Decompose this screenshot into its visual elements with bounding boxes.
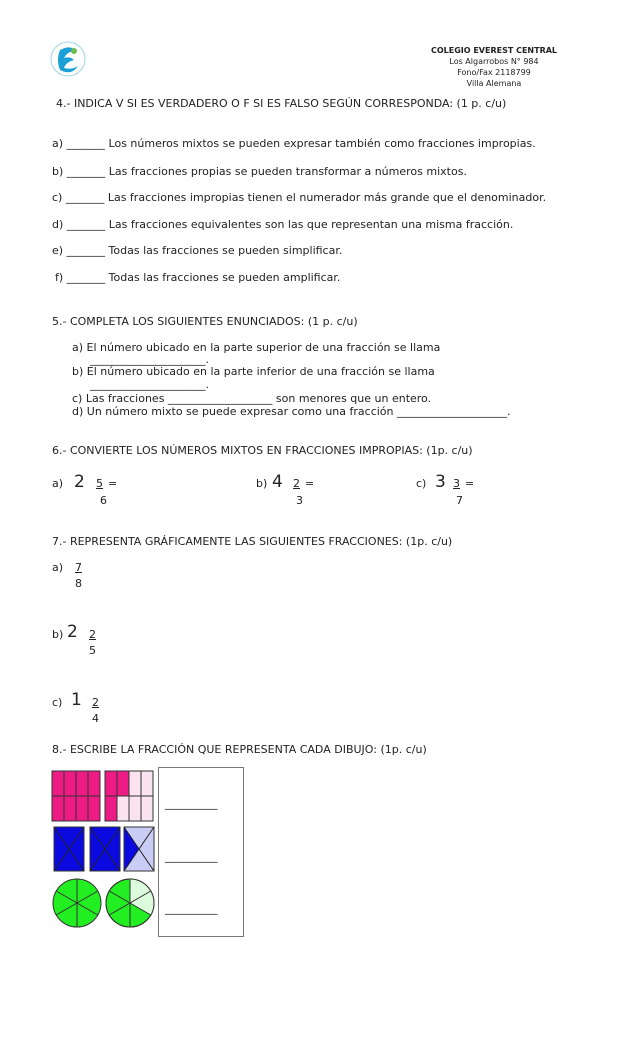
school-header	[414, 45, 574, 89]
section4-item-f: f) _______ Todas las fracciones se pueden amplificar.	[55, 271, 341, 284]
answer-box	[158, 767, 244, 937]
item-label: a)	[52, 477, 64, 490]
numerator: 3	[453, 477, 460, 490]
section5-item-a-blank: _____________________.	[90, 353, 209, 366]
drawings-svg	[50, 768, 156, 930]
answer-line-2[interactable]: __________	[165, 851, 218, 863]
answer-line-1[interactable]: __________	[165, 798, 218, 810]
section5-title: 5.- COMPLETA LOS SIGUIENTES ENUNCIADOS: (1 p. c/u)	[52, 315, 358, 328]
denominator: 4	[92, 712, 99, 725]
whole-number: 2	[67, 622, 78, 642]
square-drawing-2	[90, 827, 120, 871]
section7-title: 7.- REPRESENTA GRÁFICAMENTE LAS SIGUIENTES FRACCIONES: (1p. c/u)	[52, 535, 453, 548]
item-label: a)	[52, 561, 64, 574]
fraction-drawings	[50, 768, 156, 930]
circle-drawing-1	[53, 879, 101, 927]
numerator: 5	[96, 477, 103, 490]
section5-item-c: c) Las fracciones ___________________ son menores que un entero.	[72, 392, 432, 405]
section6-title: 6.- CONVIERTE LOS NÚMEROS MIXTOS EN FRACCIONES IMPROPIAS: (1p. c/u)	[52, 444, 473, 457]
numerator: 2	[89, 628, 96, 641]
whole-number: 1	[71, 690, 82, 710]
square-drawing-3	[124, 827, 154, 871]
denominator: 8	[75, 577, 82, 590]
school-name: COLEGIO EVEREST CENTRAL	[430, 46, 558, 55]
item-label: c)	[416, 477, 427, 490]
denominator: 7	[456, 494, 463, 507]
circle-drawing-2	[106, 879, 154, 927]
school-phone: Fono/Fax 2118799	[457, 68, 531, 77]
numerator: 7	[75, 561, 82, 574]
item-label: c)	[52, 696, 63, 709]
whole-number: 2	[74, 472, 85, 492]
section4-item-e: e) _______ Todas las fracciones se pueden simplificar.	[52, 244, 343, 257]
rectangle-drawing-1	[52, 771, 100, 821]
school-logo	[48, 38, 88, 80]
square-drawing-1	[54, 827, 84, 871]
school-address: Los Algarrobos N° 984	[449, 57, 539, 66]
item-label: b)	[256, 477, 268, 490]
equals-sign: =	[108, 477, 118, 490]
section5-item-a: a) El número ubicado en la parte superior de una fracción se llama	[72, 341, 441, 354]
numerator: 2	[293, 477, 300, 490]
denominator: 6	[100, 494, 107, 507]
whole-number: 3	[435, 472, 446, 492]
answer-line-3[interactable]: __________	[165, 903, 218, 915]
section5-item-d: d) Un número mixto se puede expresar como una fracción ____________________.	[72, 405, 511, 418]
whole-number: 4	[272, 472, 283, 492]
item-label: b)	[52, 628, 64, 641]
school-city: Villa Alemana	[466, 79, 522, 88]
equals-sign: =	[465, 477, 475, 490]
section8-title: 8.- ESCRIBE LA FRACCIÓN QUE REPRESENTA CADA DIBUJO: (1p. c/u)	[52, 743, 427, 756]
section4-item-b: b) _______ Las fracciones propias se pueden transformar a números mixtos.	[52, 165, 467, 178]
numerator: 2	[92, 696, 99, 709]
section4-item-d: d) _______ Las fracciones equivalentes son las que representan una misma fracción.	[52, 218, 514, 231]
rectangle-drawing-2	[105, 771, 153, 821]
equals-sign: =	[305, 477, 315, 490]
denominator: 3	[296, 494, 303, 507]
section5-item-b: b) El número ubicado en la parte inferior de una fracción se llama	[72, 365, 435, 378]
section4-title: 4.- INDICA V SI ES VERDADERO O F SI ES FALSO SEGÚN CORRESPONDA: (1 p. c/u)	[56, 97, 507, 110]
section5-item-b-blank: _____________________.	[90, 378, 209, 391]
section4-item-c: c) _______ Las fracciones impropias tienen el numerador más grande que el denominador.	[52, 191, 547, 204]
section4-item-a: a) _______ Los números mixtos se pueden expresar también como fracciones impropias.	[52, 137, 536, 150]
denominator: 5	[89, 644, 96, 657]
